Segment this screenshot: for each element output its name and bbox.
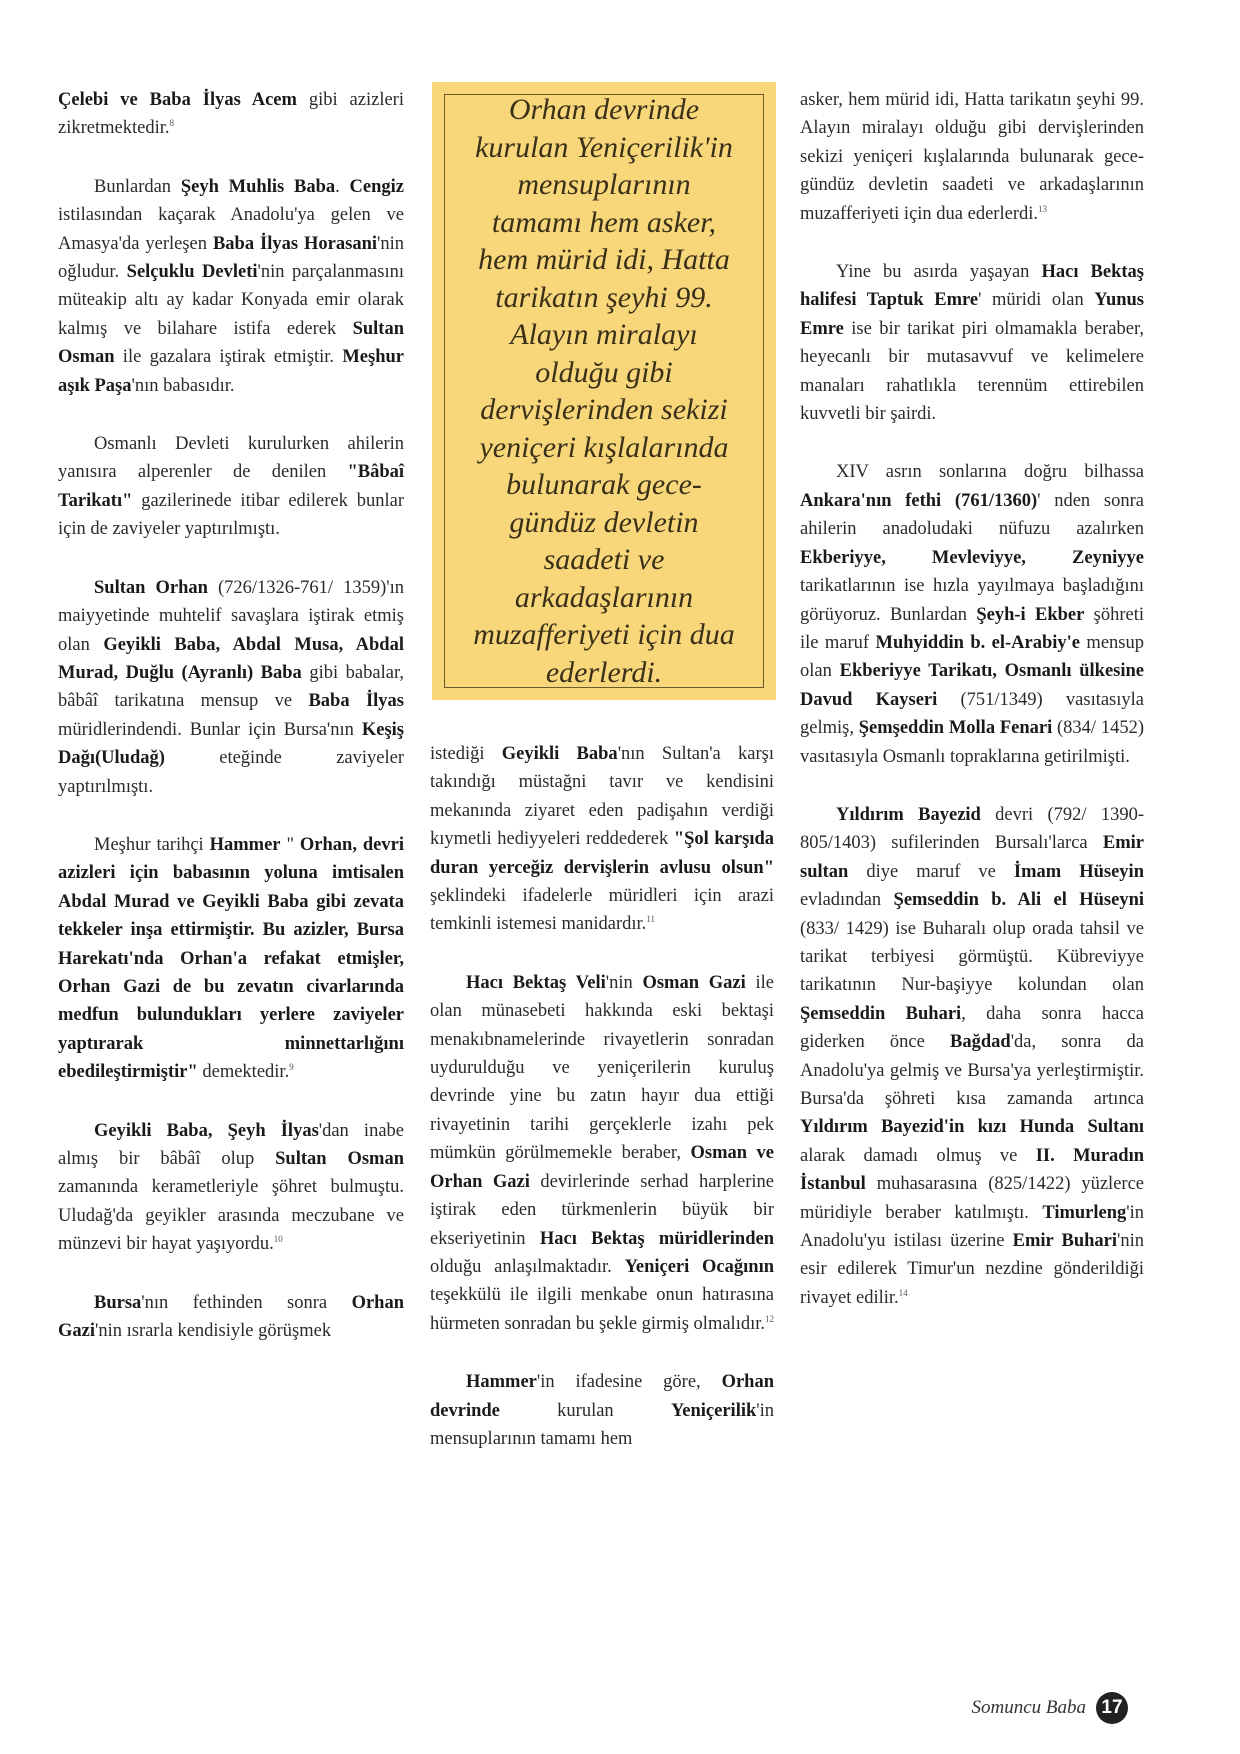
paragraph: Hacı Bektaş Veli'nin Osman Gazi ile olan münasebeti hakkında eski bektaşi menakıbnamelerinde rivayetlerin sonradan uydurulduğu ve yeniçerilerin kuruluş devrinde yine bu zatın hayır dua ettiği rivayetinin tarihi gerçeklerle izahı pek mümkün görülmemekle beraber, Osman ve Orhan Gazi devirlerinde serhad harplerine iştirak eden türkmenlerin büyük bir ekseriyetinin Hacı Bektaş müridlerinden olduğu anlaşılmaktadır. Yeniçeri Ocağının teşekkülü ile ilgili menkabe onun hatırasına hürmeten sonradan bu şekle girmiş olmalıdır.$^{12}$	[430, 972, 775, 1334]
paragraph: Osmanlı Devleti kurulurken ahilerin yanısıra alperenler de denilen "Bâbaî Tarikatı" gazilerinede itibar edilerek bunlar için de zaviyeler yaptırılmıştı.	[58, 434, 404, 540]
paragraph: asker, hem mürid idi, Hatta tarikatın şeyhi 99. Alayın miralayı olduğu gibi dervişlerinden sekizi yeniçeri kışlalarında bulunarak gece-gündüz devletin saadeti ve arkadaşlarının muzafferiyeti için dua ederlerdi.$^{13}$	[800, 90, 1144, 224]
footnote-ref: 14	[898, 1287, 908, 1298]
text-column-left	[58, 86, 404, 1375]
paragraph: Hammer'in ifadesine göre, Orhan devrinde kurulan Yeniçerilik'in mensuplarının tamamı hem	[430, 1372, 774, 1449]
paragraph: XIV asrın sonlarına doğru bilhassa Ankara'nın fethi (761/1360)' nden sonra ahilerin anadoludaki nüfuzu azalırken Ekberiyye, Mevleviyye, Zeyniyye tarikatlarının ise hızla yayılmaya başladığını görüyoruz. Bunlardan Şeyh-i Ekber şöhreti ile maruf Muhyiddin b. el-Arabiy'e mensup olan Ekberiyye Tarikatı, Osmanlı ülkesine Davud Kayseri (751/1349) vasıtasıyla gelmiş, Şemşeddin Molla Fenari (834/ 1452) vasıtasıyla Osmanlı topraklarına getirilmişti.	[800, 462, 1144, 767]
paragraph: Meşhur tarihçi Hammer " Orhan, devri azizleri için babasının yoluna imtisalen Abdal Murad ve Geyikli Baba gibi zevata tekkeler inşa ettirmiştir. Bu azizler, Bursa Harekatı'nda Orhan'a refakat etmişler, Orhan Gazi de bu zevatın civarlarında medfun bulundukları yerlere zaviyeler yaptırarak minnettarlığını ebedileştirmiştir" demektedir.$^9$	[58, 834, 404, 1083]
paragraph: Yine bu asırda yaşayan Hacı Bektaş halifesi Taptuk Emre' müridi olan Yunus Emre ise bir tarikat piri olmamakla beraber, heyecanlı bir mutasavvuf ve kelimelere manaları rahatlıkla terennüm ettirebilen kuvvetli bir şairdi.	[800, 262, 1145, 425]
page-footer	[971, 1692, 1128, 1724]
footnote-ref: 10	[273, 1234, 283, 1245]
paragraph: Çelebi ve Baba İlyas Acem gibi azizleri zikretmektedir.$^8$	[58, 90, 404, 139]
paragraph: istediği Geyikli Baba'nın Sultan'a karşı takındığı müstağni tavır ve kendisini mekanında ziyaret eden padişahın verdiği kıymetli hediyyeleri reddederek "Şol karşıda duran yerceğiz dervişlerin avlusu olsun" şeklindeki ifadelerle müridleri için arazi temkinli istemesi manidardır.$^{11}$	[430, 744, 774, 935]
paragraph: Bursa'nın fethinden sonra Orhan Gazi'nin ısrarla kendisiyle görüşmek	[58, 1292, 404, 1342]
footnote-ref: 9	[289, 1062, 294, 1073]
pull-quote-text: Orhan devrinde kurulan Yeniçerilik'in mensuplarının tamamı hem asker, hem mürid idi, Hatta tarikatın şeyhi 99. Alayın miralayı olduğu gibi dervişlerinden sekizi yeniçeri kışlalarında bulunarak gece-gündüz devletin saadeti ve arkadaşlarının muzafferiyeti için dua ederlerdi.	[473, 93, 735, 689]
pull-quote-box	[432, 82, 776, 700]
text-column-middle	[430, 740, 774, 1483]
magazine-name: Somuncu Baba	[971, 1697, 1086, 1718]
pull-quote-frame	[444, 94, 764, 688]
footnote-ref: 12	[765, 1313, 774, 1324]
paragraph: Yıldırım Bayezid devri (792/ 1390-805/1403) sufilerinden Bursalı'larca Emir sultan diye maruf ve İmam Hüseyin evladından Şemseddin b. Ali el Hüseyni (833/ 1429) ise Buharalı olup orada tahsil ve tarikat terbiyesi görmüştü. Kübreviyye tarikatının Nur-başiyye kolundan olan Şemseddin Buhari, daha sonra hacca giderken önce Bağdad'da, sonra da Anadolu'ya gelmiş ve Bursa'ya yerleştirmiştir. Bursa'da şöhreti kısa zamanda artınca Yıldırım Bayezid'in kızı Hunda Sultanı alarak damadı olmuş ve II. Muradın İstanbul muhasarasına (825/1422) yüzlerce müridiyle beraber katılmıştı. Timurleng'in Anadolu'yu istilası üzerine Emir Buhari'nin esir edilerek Timur'un nezdine gönderildiği rivayet edilir.$^{14}$	[800, 804, 1145, 1308]
paragraph: Bunlardan Şeyh Muhlis Baba. Cengiz istilasından kaçarak Anadolu'ya gelen ve Amasya'da yerleşen Baba İlyas Horasani'nin oğludur. Selçuklu Devleti'nin parçalanmasını müteakip altı ay kadar Konyada emir olarak kalmış ve bilahare istifa ederek Sultan Osman ile gazalara iştirak etmiştir. Meşhur aşık Paşa'nın babasıdır.	[58, 176, 405, 396]
footnote-ref: 8	[169, 118, 174, 129]
footnote-ref: 13	[1038, 203, 1047, 214]
paragraph: Sultan Orhan (726/1326-761/ 1359)'ın maiyyetinde muhtelif savaşlara iştirak etmiş olan Geyikli Baba, Abdal Musa, Abdal Murad, Duğlu (Ayranlı) Baba gibi babalar, bâbâî tarikatına mensup ve Baba İlyas müridlerindendi. Bunlar için Bursa'nın Keşiş Dağı(Uludağ) eteğinde zaviyeler yaptırılmıştı.	[58, 577, 404, 797]
paragraph: Geyikli Baba, Şeyh İlyas'dan inabe almış bir bâbâî olup Sultan Osman zamanında kerametleriyle şöhret bulmuştu. Uludağ'da geyikler arasında meczubane ve münzevi bir hayat yaşıyordu.$^{10}$	[58, 1120, 404, 1255]
page-number: 17	[1096, 1692, 1128, 1724]
text-column-right	[800, 86, 1144, 1342]
footnote-ref: 11	[646, 914, 655, 925]
